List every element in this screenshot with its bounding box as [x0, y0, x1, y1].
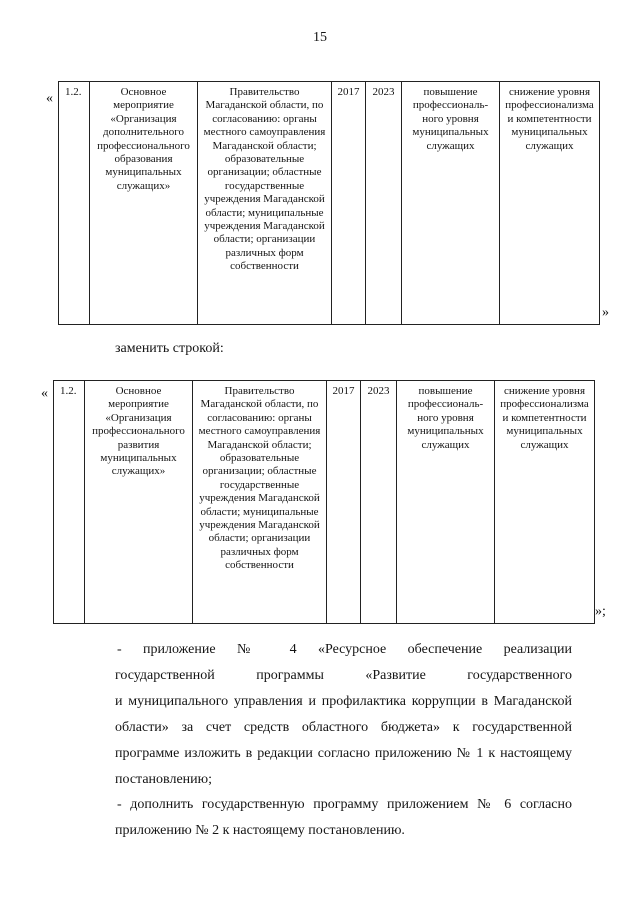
consequence-cell: снижение уровня профессионализма и компетентности муниципальных служащих — [495, 381, 595, 624]
row-number-cell: 1.2. — [54, 381, 85, 624]
paragraph-line: приложению № 2 к настоящему постановлению. — [115, 823, 405, 838]
paragraph-line: постановлению; — [115, 772, 213, 787]
activity-name-cell: Основное мероприятие «Организация дополнительного профессионального образования муниципальных служащих» — [90, 82, 198, 325]
paragraph-line: программе изложить в редакции согласно приложению № 1 к настоящему — [115, 746, 572, 761]
old-row-table — [58, 81, 600, 325]
new-row-table — [53, 380, 595, 624]
result-cell: повышение профессиональ-ного уровня муниципальных служащих — [397, 381, 495, 624]
closing-quote-top: » — [602, 305, 609, 320]
activity-name-cell: Основное мероприятие «Организация профессионального развития муниципальных служащих» — [85, 381, 193, 624]
start-year-cell: 2017 — [327, 381, 361, 624]
end-year-cell: 2023 — [361, 381, 397, 624]
start-year-cell: 2017 — [332, 82, 366, 325]
opening-quote-bottom: « — [41, 386, 48, 401]
row-number-cell: 1.2. — [59, 82, 90, 325]
paragraph-line: и муниципального управления и профилактика коррупции в Магаданской — [115, 694, 572, 709]
amendment-paragraph-2 — [115, 792, 572, 844]
consequence-cell: снижение уровня профессионализма и компетентности муниципальных служащих — [500, 82, 600, 325]
amendment-paragraph-1 — [115, 637, 572, 793]
paragraph-line: - приложение № 4 «Ресурсное обеспечение реализации — [117, 642, 572, 657]
closing-quote-bottom: »; — [595, 604, 606, 619]
paragraph-line: государственной программы «Развитие государственного — [115, 668, 572, 683]
replace-label: заменить строкой: — [115, 341, 224, 356]
page-number: 15 — [313, 30, 327, 45]
table-row — [54, 381, 595, 624]
executor-cell: Правительство Магаданской области, по согласованию: органы местного самоуправления Магаданской области; образовательные организации; областные государственные учреждения Магаданской области; муниципальные учреждения Магаданской области; организации различных форм собственности — [193, 381, 327, 624]
table-row — [59, 82, 600, 325]
paragraph-line: - дополнить государственную программу приложением № 6 согласно — [117, 797, 572, 812]
paragraph-line: области» за счет средств областного бюджета» к государственной — [115, 720, 572, 735]
executor-cell: Правительство Магаданской области, по согласованию: органы местного самоуправления Магаданской области; образовательные организации; областные государственные учреждения Магаданской области; муниципальные учреждения Магаданской области; организации различных форм собственности — [198, 82, 332, 325]
opening-quote-top: « — [46, 91, 53, 106]
end-year-cell: 2023 — [366, 82, 402, 325]
result-cell: повышение профессиональ-ного уровня муниципальных служащих — [402, 82, 500, 325]
